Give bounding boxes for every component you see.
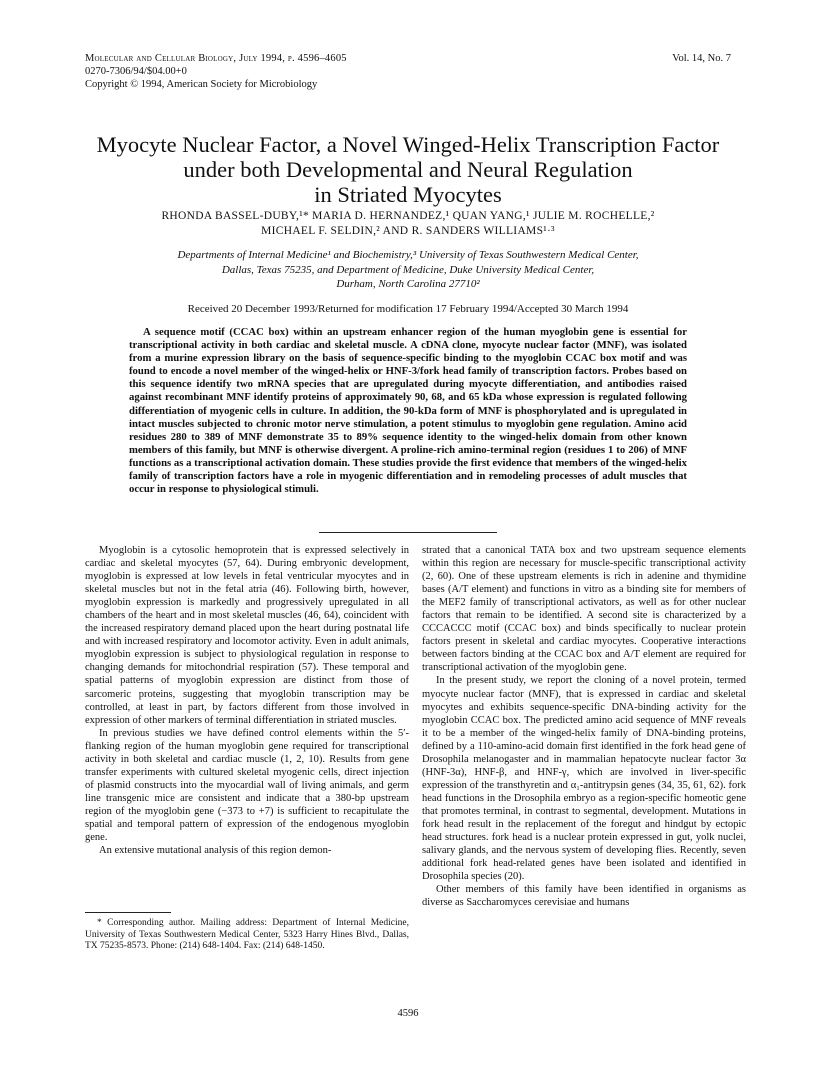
affiliations: [60, 248, 756, 292]
body-paragraph: In the present study, we report the cloning of a novel protein, termed myocyte nuclear factor (MNF), that is expressed in cardiac and skeletal myocytes and exhibits sequence-specific DNA-binding activity for the myoglobin CCAC box. The predicted amino acid sequence of MNF reveals it to be a member of the winged-helix family of DNA-binding proteins, defined by a 110-amino-acid domain first identified in the fork head gene of Drosophila melanogaster and in mammalian hepatocyte nuclear factor 3α (HNF-3α), HNF-β, and HNF-γ, which are involved in liver-specific expression of the transthyretin and α₁-antitrypsin genes (34, 35, 61, 62). fork head functions in the Drosophila embryo as a region-specific homeotic gene that promotes terminal, in contrast to segmental, development. Mutations in fork head result in the replacement of the foregut and hindgut by ectopic head structures. fork head is a nuclear protein expressed in gut, yolk nuclei, salivary glands, and the nervous system of developing flies. Recently, seven additional fork head-related genes have been isolated and identified in Drosophila species (20).: [422, 675, 746, 883]
page-number: 4596: [397, 1008, 419, 1019]
left-column: [85, 544, 409, 857]
volume-issue: Vol. 14, No. 7: [672, 53, 731, 64]
affiliation-line: Dallas, Texas 75235, and Department of Medicine, Duke University Medical Center,: [221, 263, 595, 276]
author-line: MICHAEL F. SELDIN,² AND R. SANDERS WILLIAMS¹·³: [261, 225, 555, 237]
footnote-divider: [85, 912, 171, 913]
body-paragraph: strated that a canonical TATA box and two upstream sequence elements within this region are necessary for muscle-specific transcriptional activity (2, 60). One of these upstream elements is rich in adenine and thymidine bases (A/T element) and functions in vitro as a binding site for members of the MEF2 family of transcriptional activators, as well as for other nuclear factors that remain to be identified. A second site is characterized by a CCCACCC motif (CCAC box) and binds specifically to nuclear protein factors present in skeletal and cardiac myocytes. Cooperative interactions between factors binding at the CCAC box and A/T element are required for transcriptional activation of the myoglobin gene.: [422, 545, 746, 674]
title-line: Myocyte Nuclear Factor, a Novel Winged-Helix Transcription Factor: [96, 132, 720, 157]
running-header: [85, 52, 731, 91]
received-dates: Received 20 December 1993/Returned for modification 17 February 1994/Accepted 30 March 1994: [187, 303, 629, 315]
body-paragraph: Myoglobin is a cytosolic hemoprotein that is expressed selectively in cardiac and skeletal myocytes (57, 64). During embryonic development, myoglobin is expressed at low levels in fetal ventricular myocytes and in skeletal muscles but not in the fetal atria (46). Following birth, however, myoglobin expression is markedly and progressively upregulated in all chambers of the heart and in most skeletal muscles (46, 64), coincident with the increased respiratory demand placed upon the heart during postnatal life and with increased respiratory and locomotor activity. Even in adult animals, myoglobin expression is subject to physiological regulation in response to changing demands for mitochondrial respiration (57). These temporal and spatial patterns of myoglobin expression are distinct from those of sarcomeric proteins, suggesting that myoglobin transcription may be controlled, at least in part, by factors different from those involved in expression of other markers of terminal differentiation in striated muscles.: [85, 545, 409, 726]
author-list: [40, 209, 776, 239]
body-paragraph: Other members of this family have been identified in organisms as diverse as Saccharomyces cerevisiae and humans: [422, 884, 746, 909]
abstract: A sequence motif (CCAC box) within an upstream enhancer region of the human myoglobin gene is essential for transcriptional activity in both cardiac and skeletal muscle. A cDNA clone, myocyte nuclear factor (MNF), was isolated from a murine expression library on the basis of sequence-specific binding to the myoglobin CCAC box motif and was found to encode a novel member of the winged-helix or HNF-3/fork head family of transcription factors. Probes based on this sequence identify two mRNA species that are upregulated during myocyte differentiation, and antibodies raised against recombinant MNF identify proteins of approximately 90, 68, and 65 kDa whose expression is regulated following differentiation of myogenic cells in culture. In addition, the 90-kDa form of MNF is phosphorylated and is upregulated in intact muscles subjected to chronic motor nerve stimulation, a potent stimulus to myoglobin gene regulation. Amino acid residues 280 to 389 of MNF demonstrate 35 to 89% sequence identity to the winged-helix domain from other known members of this family, but MNF is otherwise divergent. A proline-rich amino-terminal region (residues 1 to 206) of MNF functions as a transcriptional activation domain. These studies provide the first evidence that members of the winged-helix family of transcription factors have a role in myogenic differentiation and in remodeling processes of adult muscles that occur in response to physiological stimuli.: [129, 326, 687, 496]
affiliation-line: Departments of Internal Medicine¹ and Biochemistry,³ University of Texas Southwestern Medical Center,: [177, 249, 639, 261]
section-divider: [319, 532, 497, 533]
corresponding-author-footnote: * Corresponding author. Mailing address: Department of Internal Medicine, University of Texas Southwestern Medical Center, 5323 Harry Hines Blvd., Dallas, TX 75235-8573. Phone: (214) 648-1404. Fax: (214) 648-1450.: [85, 918, 409, 952]
journal-citation: Molecular and Cellular Biology, July 1994, p. 4596–4605: [85, 53, 347, 64]
article-title: [40, 132, 776, 207]
copyright: Copyright © 1994, American Society for Microbiology: [85, 79, 318, 90]
title-line: in Striated Myocytes: [314, 182, 502, 207]
body-paragraph: An extensive mutational analysis of this region demon-: [99, 845, 332, 857]
issn: 0270-7306/94/$04.00+0: [85, 66, 187, 77]
body-paragraph: In previous studies we have defined control elements within the 5′-flanking region of the human myoglobin gene required for transcriptional activity in both skeletal and cardiac muscle (1, 2, 10). Results from gene transfer experiments with cultured skeletal myogenic cells, direct injection of plasmid constructs into the myocardial wall of living animals, and germ line transgenic mice are consistent and indicate that a 380-bp upstream region of the myoglobin gene (−373 to +7) is sufficient to recapitulate the spatial and temporal pattern of expression of the endogenous myoglobin gene.: [85, 727, 409, 844]
right-column: [422, 544, 746, 909]
author-line: RHONDA BASSEL-DUBY,¹* MARIA D. HERNANDEZ,¹ QUAN YANG,¹ JULIE M. ROCHELLE,²: [161, 210, 655, 222]
affiliation-line: Durham, North Carolina 27710²: [336, 278, 480, 290]
title-line: under both Developmental and Neural Regulation: [183, 157, 633, 182]
